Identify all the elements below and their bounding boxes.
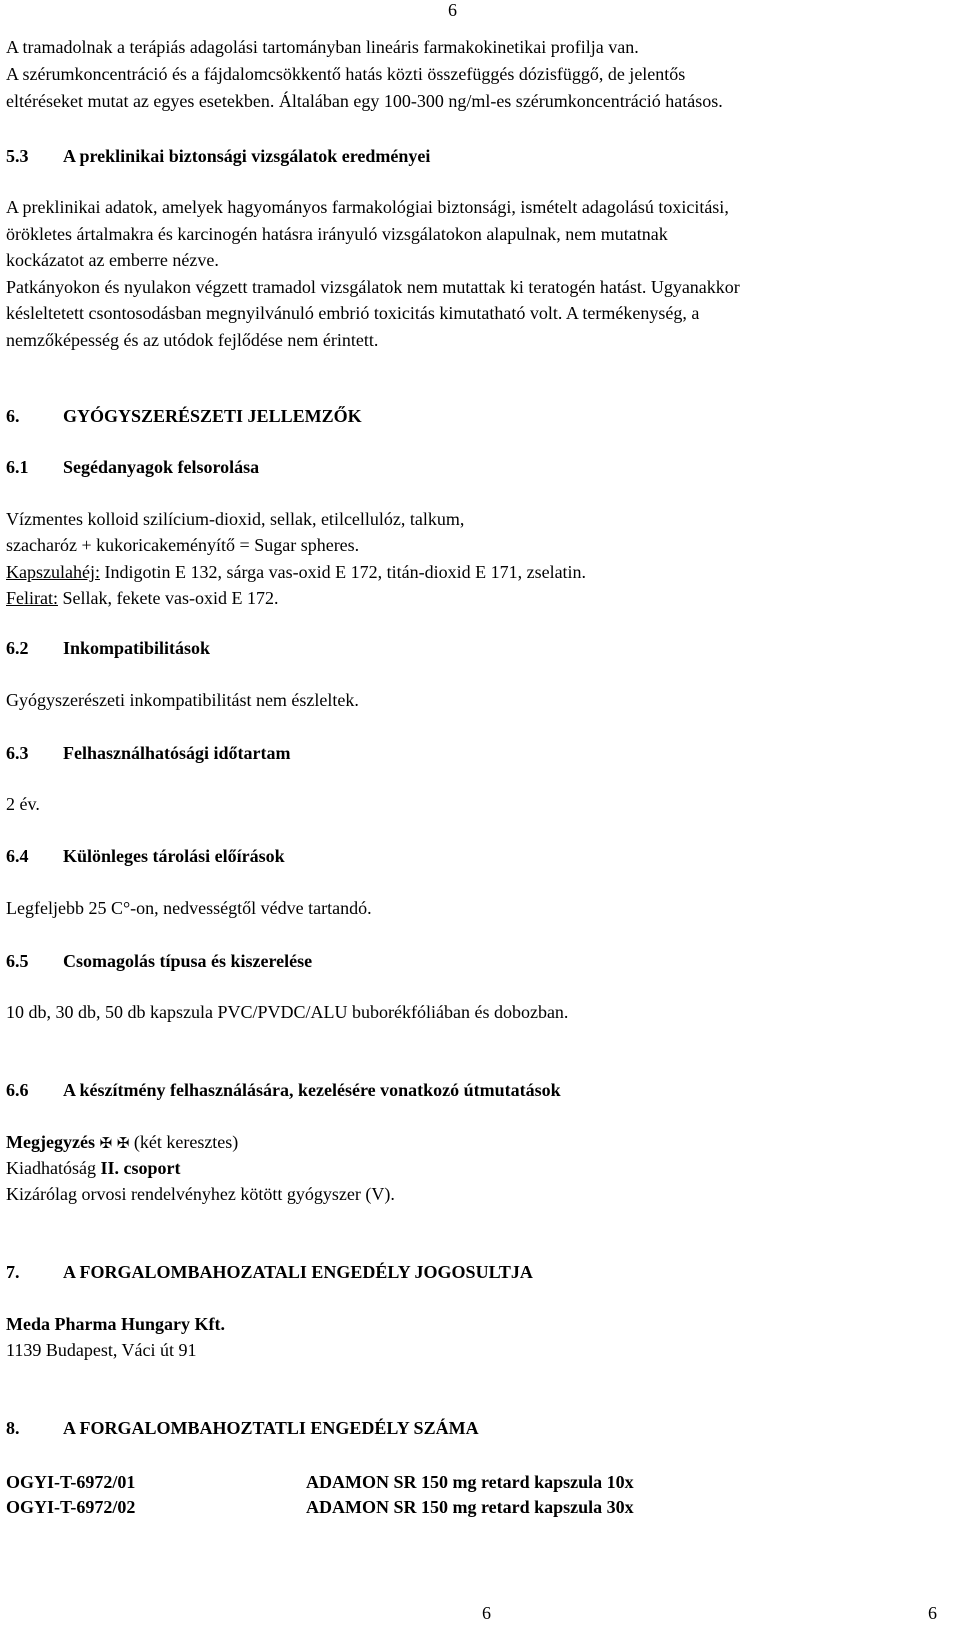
preclinical-line-4: Patkányokon és nyulakon végzett tramadol vizsgálatok nem mutattak ki teratogén hatást. Ugyanakkor — [6, 277, 740, 297]
preclinical-line-6: nemzőképesség és az utódok fejlődése nem érintett. — [6, 330, 379, 350]
section-title: A FORGALOMBAHOZTATLI ENGEDÉLY SZÁMA — [63, 1418, 479, 1438]
section-6-heading — [6, 407, 362, 425]
section-6-1-heading — [6, 458, 259, 476]
intro-line-3: eltéréseket mutat az egyes esetekben. Általában egy 100-300 ng/ml-es szérumkoncentráció hatásos. — [6, 91, 723, 111]
section-title: A preklinikai biztonsági vizsgálatok eredményei — [63, 146, 431, 166]
capsule-shell-line — [6, 563, 586, 581]
section-6-2-heading — [6, 639, 210, 657]
section-title: GYÓGYSZERÉSZETI JELLEMZŐK — [63, 406, 362, 426]
holder-company: Meda Pharma Hungary Kft. — [6, 1314, 225, 1334]
section-number: 7. — [6, 1262, 20, 1282]
packaging-text: 10 db, 30 db, 50 db kapszula PVC/PVDC/ALU buborékfóliában és dobozban. — [6, 1002, 569, 1022]
section-6-5-heading — [6, 952, 312, 970]
capsule-shell-label: Kapszulahéj: — [6, 562, 100, 582]
imprint-line — [6, 589, 278, 607]
dispensing-value: II. csoport — [100, 1158, 181, 1178]
section-title: Különleges tárolási előírások — [63, 846, 285, 866]
auth-code-1: OGYI-T-6972/01 — [6, 1472, 136, 1492]
incompatibilities-text: Gyógyszerészeti inkompatibilitást nem észleltek. — [6, 690, 359, 710]
dispensing-line — [6, 1159, 180, 1177]
note-text: (két keresztes) — [129, 1132, 239, 1152]
auth-code-2: OGYI-T-6972/02 — [6, 1497, 136, 1517]
section-title: A FORGALOMBAHOZATALI ENGEDÉLY JOGOSULTJA — [63, 1262, 533, 1282]
prescription-text: Kizárólag orvosi rendelvényhez kötött gyógyszer (V). — [6, 1184, 395, 1204]
note-line — [6, 1133, 238, 1151]
excipients-line-2: szacharóz + kukoricakeményítő = Sugar spheres. — [6, 535, 360, 555]
footer-page-number-right: 6 — [928, 1603, 937, 1623]
section-6-4-heading — [6, 847, 285, 865]
section-7-heading — [6, 1263, 533, 1281]
auth-product-2: ADAMON SR 150 mg retard kapszula 30x — [306, 1497, 634, 1517]
header-page-number: 6 — [448, 0, 457, 20]
section-5-3-heading — [6, 147, 430, 165]
section-number: 6.5 — [6, 951, 29, 971]
intro-line-2: A szérumkoncentráció és a fájdalomcsökkentő hatás közti összefüggés dózisfüggő, de jelentős — [6, 64, 686, 84]
auth-product-1: ADAMON SR 150 mg retard kapszula 10x — [306, 1472, 634, 1492]
preclinical-line-1: A preklinikai adatok, amelyek hagyományos farmakológiai biztonsági, ismételt adagolású toxicitási, — [6, 197, 729, 217]
excipients-line-1: Vízmentes kolloid szilícium-dioxid, sellak, etilcellulóz, talkum, — [6, 509, 465, 529]
section-number: 6.6 — [6, 1080, 29, 1100]
intro-line-1: A tramadolnak a terápiás adagolási tartományban lineáris farmakokinetikai profilja van. — [6, 37, 639, 57]
preclinical-line-3: kockázatot az emberre nézve. — [6, 250, 219, 270]
section-number: 6.1 — [6, 457, 29, 477]
section-title: Inkompatibilitások — [63, 638, 211, 658]
storage-text: Legfeljebb 25 C°-on, nedvességtől védve tartandó. — [6, 898, 372, 918]
section-number: 6.2 — [6, 638, 29, 658]
note-label: Megjegyzés — [6, 1132, 95, 1152]
preclinical-line-2: örökletes ártalmakra és karcinogén hatásra irányuló vizsgálatokon alapulnak, nem mutatnak — [6, 224, 668, 244]
holder-address: 1139 Budapest, Váci út 91 — [6, 1340, 197, 1360]
section-title: Segédanyagok felsorolása — [63, 457, 260, 477]
footer-page-number: 6 — [482, 1603, 491, 1623]
section-8-heading — [6, 1419, 479, 1437]
section-number: 6. — [6, 406, 20, 426]
section-number: 6.3 — [6, 743, 29, 763]
section-title: Csomagolás típusa és kiszerelése — [63, 951, 313, 971]
shelf-life-text: 2 év. — [6, 794, 40, 814]
section-6-3-heading — [6, 744, 291, 762]
dispensing-label: Kiadhatóság — [6, 1158, 101, 1178]
section-6-6-heading — [6, 1081, 561, 1099]
section-number: 8. — [6, 1418, 20, 1438]
capsule-shell-text: Indigotin E 132, sárga vas-oxid E 172, titán-dioxid E 171, zselatin. — [99, 562, 587, 582]
section-number: 6.4 — [6, 846, 29, 866]
imprint-label: Felirat: — [6, 588, 58, 608]
section-title: A készítmény felhasználására, kezelésére vonatkozó útmutatások — [63, 1080, 561, 1100]
section-number: 5.3 — [6, 146, 29, 166]
section-title: Felhasználhatósági időtartam — [63, 743, 291, 763]
imprint-text: Sellak, fekete vas-oxid E 172. — [58, 588, 279, 608]
preclinical-line-5: késleltetett csontosodásban megnyilvánuló embrió toxicitás kimutatható volt. A termékenység, a — [6, 303, 700, 323]
double-cross-icon: ✠ ✠ — [99, 1134, 130, 1152]
